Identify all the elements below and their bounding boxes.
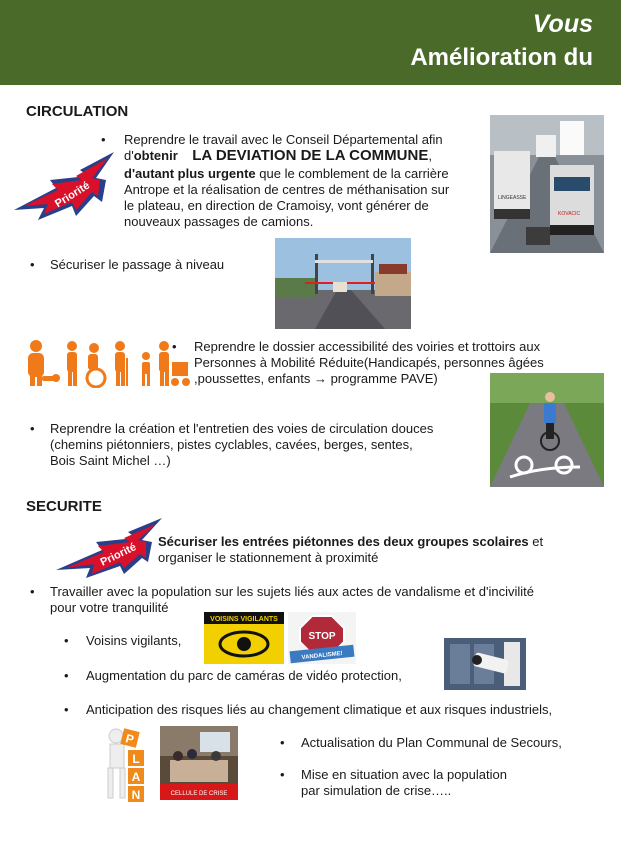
bullet: • — [101, 132, 106, 147]
circulation-item1 — [124, 132, 481, 230]
securite-item2-line2: pour votre tranquilité — [50, 600, 169, 615]
bullet: • — [172, 339, 177, 354]
level-crossing-photo — [275, 238, 411, 329]
item1-line6: nouveaux passages de camions. — [124, 214, 314, 229]
plan-letter-l: L — [132, 752, 140, 766]
securite-item1-line2: organiser le stationnement à proximité — [158, 550, 379, 565]
item1-comma: , — [428, 148, 432, 163]
stop-vandalisme-sign — [288, 612, 356, 664]
item1-rest: que le comblement de la carrière — [255, 166, 449, 181]
item3-line2: Personnes à Mobilité Réduite(Handicapés, personnes âgées — [194, 355, 544, 370]
risques-item: Anticipation des risques liés au changement climatique et aux risques industriels, — [86, 702, 553, 717]
plan-letter-a: A — [131, 770, 141, 784]
header-title-line1: Vous — [532, 10, 593, 38]
simulation-line2: par simulation de crise….. — [301, 783, 452, 798]
trucks-photo — [490, 115, 604, 253]
plan-secours-item: Actualisation du Plan Communal de Secours, — [301, 735, 562, 750]
cellule-label: CELLULE DE CRISE — [170, 791, 228, 797]
header-banner — [0, 0, 621, 85]
item1-line5: le plateau, en direction de Cramoisy, vont générer de — [124, 198, 429, 213]
voisins-vigilants-item: Voisins vigilants, — [86, 633, 182, 648]
bullet: • — [30, 257, 35, 272]
deviation-highlight: LA DEVIATION DE LA COMMUNE — [192, 147, 429, 164]
plan-blocks-image — [94, 726, 160, 810]
circulation-title: CIRCULATION — [26, 103, 129, 120]
bullet: • — [64, 702, 69, 717]
bullet: • — [280, 735, 285, 750]
priority-badge-securite — [52, 516, 162, 580]
stop-label: STOP — [308, 631, 336, 642]
circulation-item2: Sécuriser le passage à niveau — [50, 257, 225, 272]
securite-title: SECURITE — [26, 498, 102, 515]
camera-item: Augmentation du parc de caméras de vidéo protection, — [86, 668, 402, 683]
item4-line3: Bois Saint Michel …) — [50, 453, 171, 468]
simulation-item — [301, 767, 507, 799]
plan-letter-n: N — [131, 788, 141, 802]
item4-line2: (chemins piétonniers, pistes cyclables, cavées, berges, sentes, — [50, 437, 413, 452]
securite-item1-rest: et — [528, 534, 544, 549]
item1-prefix: d' — [124, 148, 134, 163]
item1-obtenir: obtenir — [133, 148, 178, 163]
simulation-line1: Mise en situation avec la population — [301, 767, 507, 782]
truck-label-1: LINGEASSE — [498, 195, 527, 201]
video-camera-image — [444, 638, 526, 690]
bullet: • — [30, 421, 35, 436]
accessibility-icons — [24, 338, 194, 388]
bullet: • — [30, 584, 35, 599]
securite-item2-line1: Travailler avec la population sur les sujets liés aux actes de vandalisme et d'incivilité — [50, 584, 534, 599]
item4-line1: Reprendre la création et l'entretien des voies de circulation douces — [50, 421, 434, 436]
securite-item1 — [158, 534, 588, 566]
item1-urgent: d'autant plus urgente — [124, 166, 256, 181]
priority-badge-text: Priorité — [53, 179, 93, 211]
bullet: • — [280, 767, 285, 782]
truck-label-2: KOVACIC — [558, 211, 581, 217]
priority-badge-text: Priorité — [98, 541, 139, 569]
voisins-label: VOISINS VIGILANTS — [210, 616, 278, 623]
cycle-path-photo — [490, 373, 604, 487]
item3-line1: Reprendre le dossier accessibilité des voiries et trottoirs aux — [194, 339, 541, 354]
circulation-item4 — [50, 421, 480, 469]
crisis-cell-photo — [160, 726, 238, 800]
item3-line3: ,poussettes, enfants → programme PAVE) — [194, 371, 438, 386]
voisins-vigilants-sign — [204, 612, 284, 664]
header-title-line2: Amélioration du — [410, 44, 593, 71]
bullet: • — [64, 633, 69, 648]
bullet: • — [64, 668, 69, 683]
vandalisme-label: VANDALISME! — [301, 650, 344, 662]
item1-line1: Reprendre le travail avec le Conseil Départemental afin — [124, 132, 443, 147]
plan-letter-p: P — [124, 731, 136, 747]
priority-badge-circulation — [10, 150, 114, 222]
item1-line4: Antrope et la réalisation de centres de méthanisation sur — [124, 182, 450, 197]
securite-item1-bold: Sécuriser les entrées piétonnes des deux groupes scolaires — [158, 534, 529, 549]
